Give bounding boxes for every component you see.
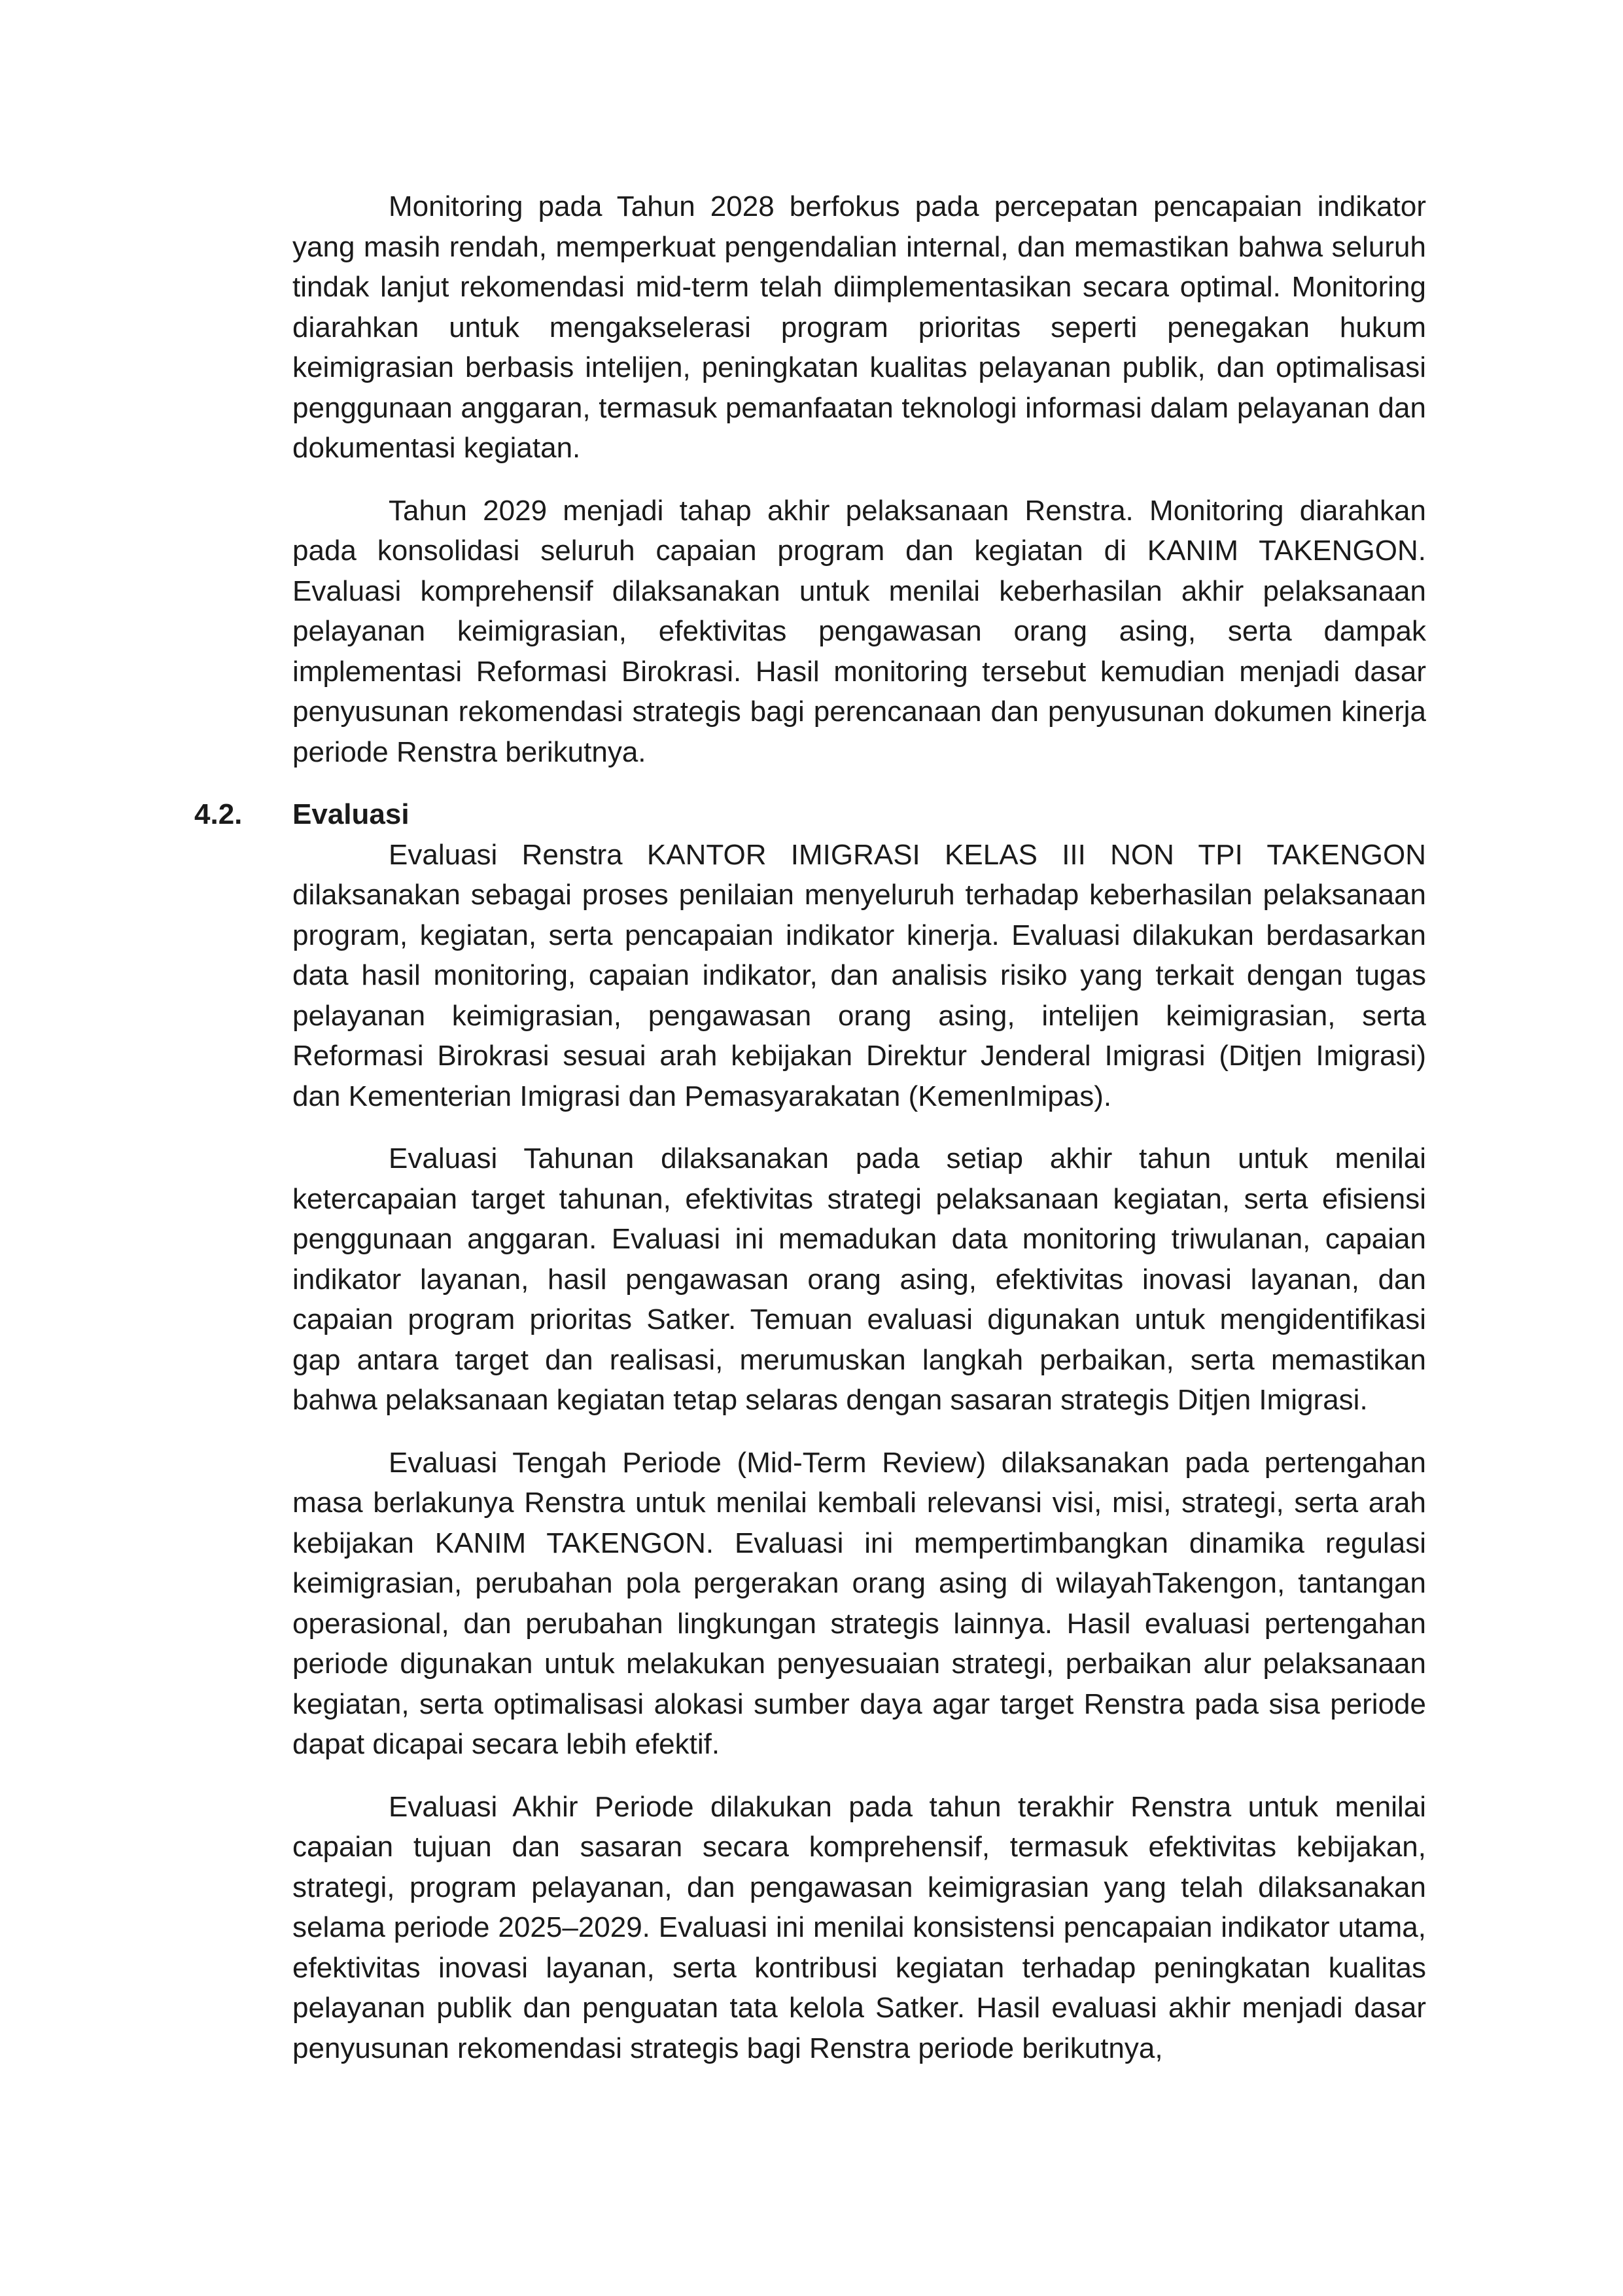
- paragraph-evaluasi-tengah-periode: Evaluasi Tengah Periode (Mid-Term Review) dilaksanakan pada pertengahan masa berlakunya Renstra untuk menilai kembali relevansi visi, misi, strategi, serta arah kebijakan KANIM TAKENGON. Evaluasi ini mempertimbangkan dinamika regulasi keimigrasian, perubahan pola pergerakan orang asing di wilayahTakengon, tantangan operasional, dan perubahan lingkungan strategis lainnya. Hasil evaluasi pertengahan periode digunakan untuk melakukan penyesuaian strategi, perbaikan alur pelaksanaan kegiatan, serta optimalisasi alokasi sumber daya agar target Renstra pada sisa periode dapat dicapai secara lebih efektif.: [292, 1446, 1426, 1760]
- section-number: 4.2.: [194, 798, 243, 830]
- paragraph-evaluasi-akhir-periode: Evaluasi Akhir Periode dilakukan pada tahun terakhir Renstra untuk menilai capaian tujuan dan sasaran secara komprehensif, termasuk efektivitas kebijakan, strategi, program pelayanan, dan pengawasan keimigrasian yang telah dilaksanakan selama periode 2025–2029. Evaluasi ini menilai konsistensi pencapaian indikator utama, efektivitas inovasi layanan, serta kontribusi kegiatan terhadap peningkatan kualitas pelayanan publik dan penguatan tata kelola Satker. Hasil evaluasi akhir menjadi dasar penyusunan rekomendasi strategis bagi Renstra periode berikutnya,: [292, 1790, 1426, 2064]
- paragraph-evaluasi-renstra: Evaluasi Renstra KANTOR IMIGRASI KELAS III NON TPI TAKENGON dilaksanakan sebagai proses penilaian menyeluruh terhadap keberhasilan pelaksanaan program, kegiatan, serta pencapaian indikator kinerja. Evaluasi dilakukan berdasarkan data hasil monitoring, capaian indikator, dan analisis risiko yang terkait dengan tugas pelayanan keimigrasian, pengawasan orang asing, intelijen keimigrasian, serta Reformasi Birokrasi sesuai arah kebijakan Direktur Jenderal Imigrasi (Ditjen Imigrasi) dan Kementerian Imigrasi dan Pemasyarakatan (KemenImipas).: [292, 838, 1426, 1112]
- section-title: Evaluasi: [292, 798, 410, 830]
- paragraph-monitoring-2028: Monitoring pada Tahun 2028 berfokus pada percepatan pencapaian indikator yang masih rendah, memperkuat pengendalian internal, dan memastikan bahwa seluruh tindak lanjut rekomendasi mid-term telah diimplementasikan secara optimal. Monitoring diarahkan untuk mengakselerasi program prioritas seperti penegakan hukum keimigrasian berbasis intelijen, peningkatan kualitas pelayanan publik, dan optimalisasi penggunaan anggaran, termasuk pemanfaatan teknologi informasi dalam pelayanan dan dokumentasi kegiatan.: [292, 190, 1426, 464]
- section-heading: [194, 794, 1426, 835]
- document-page: [194, 186, 1426, 2091]
- paragraph-evaluasi-tahunan: Evaluasi Tahunan dilaksanakan pada setiap akhir tahun untuk menilai ketercapaian target tahunan, efektivitas strategi pelaksanaan kegiatan, serta efisiensi penggunaan anggaran. Evaluasi ini memadukan data monitoring triwulanan, capaian indikator layanan, hasil pengawasan orang asing, efektivitas inovasi layanan, dan capaian program prioritas Satker. Temuan evaluasi digunakan untuk mengidentifikasi gap antara target dan realisasi, merumuskan langkah perbaikan, serta memastikan bahwa pelaksanaan kegiatan tetap selaras dengan sasaran strategis Ditjen Imigrasi.: [292, 1142, 1426, 1416]
- paragraph-monitoring-2029: Tahun 2029 menjadi tahap akhir pelaksanaan Renstra. Monitoring diarahkan pada konsolidasi seluruh capaian program dan kegiatan di KANIM TAKENGON. Evaluasi komprehensif dilaksanakan untuk menilai keberhasilan akhir pelaksanaan pelayanan keimigrasian, efektivitas pengawasan orang asing, serta dampak implementasi Reformasi Birokrasi. Hasil monitoring tersebut kemudian menjadi dasar penyusunan rekomendasi strategis bagi perencanaan dan penyusunan dokumen kinerja periode Renstra berikutnya.: [292, 494, 1426, 768]
